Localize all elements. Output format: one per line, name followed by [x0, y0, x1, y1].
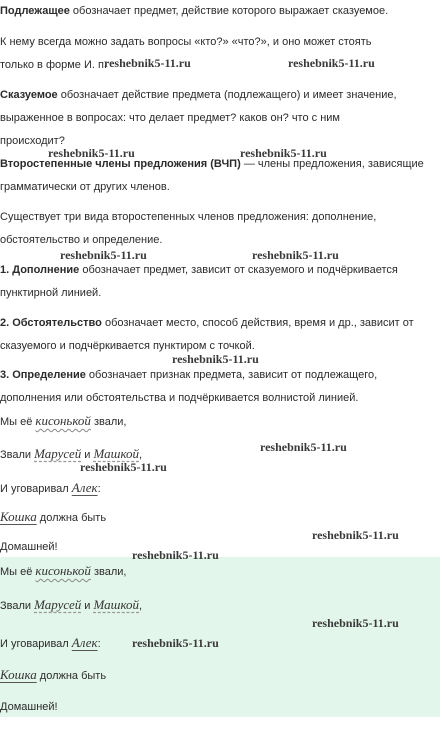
- poem-line-1: Мы её кисонькой звали,: [0, 413, 127, 428]
- subject-word: Алек: [71, 635, 98, 650]
- object-word-1: Марусей: [34, 597, 82, 612]
- attribute-word: кисонькой: [35, 563, 91, 578]
- poem-copy-line-2: Звали Марусей и Машкой,: [0, 597, 143, 612]
- poem-copy-line-4: Кошка должна быть: [0, 667, 107, 682]
- term-subject: Подлежащее: [0, 5, 70, 17]
- watermark: reshebnik5-11.ru: [132, 548, 219, 562]
- poem-copy-line-1: Мы её кисонькой звали,: [0, 563, 127, 578]
- watermark: reshebnik5-11.ru: [288, 56, 375, 70]
- watermark: reshebnik5-11.ru: [312, 616, 399, 630]
- adverbial-definition-line-1: 2. Обстоятельство обозначает место, способ действия, время и др., зависит от: [0, 317, 414, 329]
- subject-definition-line-3: только в форме И. п.: [0, 59, 108, 71]
- predicate-definition-line-2: выраженное в вопросах: что делает предмет? каков он? что с ним: [0, 112, 340, 124]
- watermark: reshebnik5-11.ru: [240, 146, 327, 160]
- subject-word: Кошка: [0, 509, 37, 524]
- watermark: reshebnik5-11.ru: [172, 352, 259, 366]
- watermark: reshebnik5-11.ru: [260, 440, 347, 454]
- term-secondary-members: Второстепенные члены предложения (ВЧП): [0, 158, 241, 170]
- attribute-definition-line-1: 3. Определение обозначает признак предмета, зависит от подлежащего,: [0, 369, 378, 381]
- watermark: reshebnik5-11.ru: [104, 56, 191, 70]
- adverbial-definition-line-2: сказуемого и подчёркивается пунктиром с точкой.: [0, 340, 255, 352]
- secondary-members-line-2: грамматически от других членов.: [0, 181, 170, 193]
- poem-copy-line-5: Домашней!: [0, 701, 58, 713]
- object-word-2: Машкой: [93, 597, 140, 612]
- watermark: reshebnik5-11.ru: [132, 636, 219, 650]
- poem-line-5: Домашней!: [0, 541, 58, 553]
- attribute-word: кисонькой: [35, 413, 91, 428]
- poem-copy-line-3: И уговаривал Алек:: [0, 635, 101, 650]
- term-predicate: Сказуемое: [0, 89, 58, 101]
- predicate-definition-line-3: происходит?: [0, 135, 65, 147]
- attribute-definition-line-2: дополнения или обстоятельства и подчёркивается волнистой линией.: [0, 392, 359, 404]
- term-adverbial: 2. Обстоятельство: [0, 317, 102, 329]
- three-types-line-2: обстоятельство и определение.: [0, 234, 163, 246]
- subject-definition-line-2: К нему всегда можно задать вопросы «кто?» «что?», и оно может стоять: [0, 36, 372, 48]
- object-definition-line-2: пунктирной линией.: [0, 287, 102, 299]
- subject-word: Алек: [71, 480, 98, 495]
- object-word-2: Машкой: [93, 446, 140, 461]
- subject-word: Кошка: [0, 667, 37, 682]
- poem-line-4: Кошка должна быть: [0, 509, 107, 524]
- term-attribute: 3. Определение: [0, 369, 86, 381]
- subject-definition-line-1: Подлежащее обозначает предмет, действие которого выражает сказуемое.: [0, 5, 389, 17]
- three-types-line-1: Существует три вида второстепенных членов предложения: дополнение,: [0, 211, 377, 223]
- predicate-definition-line-1: Сказуемое обозначает действие предмета (подлежащего) и имеет значение,: [0, 89, 397, 101]
- poem-line-2: Звали Марусей и Машкой,: [0, 446, 143, 461]
- poem-line-3: И уговаривал Алек:: [0, 480, 101, 495]
- secondary-members-line-1: Второстепенные члены предложения (ВЧП) — члены предложения, зависящие: [0, 158, 424, 170]
- watermark: reshebnik5-11.ru: [312, 528, 399, 542]
- term-object: 1. Дополнение: [0, 264, 80, 276]
- object-word-1: Марусей: [34, 446, 82, 461]
- watermark: reshebnik5-11.ru: [252, 248, 339, 262]
- watermark: reshebnik5-11.ru: [80, 460, 167, 474]
- object-definition-line-1: 1. Дополнение обозначает предмет, зависит от сказуемого и подчёркивается: [0, 264, 398, 276]
- watermark: reshebnik5-11.ru: [60, 248, 147, 262]
- watermark: reshebnik5-11.ru: [48, 146, 135, 160]
